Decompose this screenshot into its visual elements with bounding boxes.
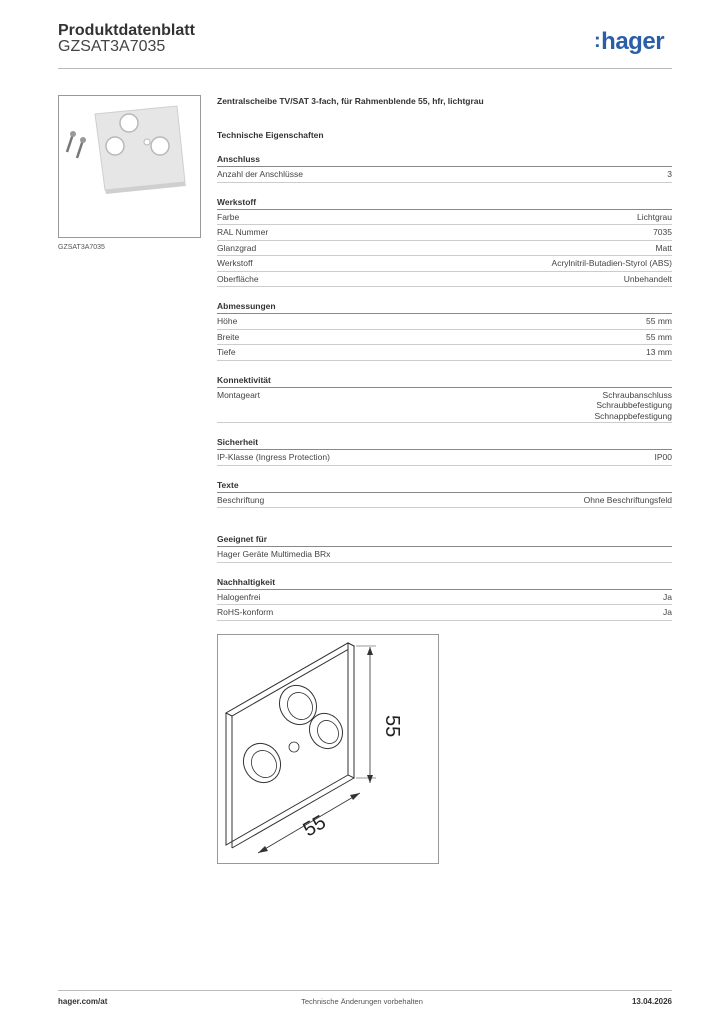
spec-value: Ja <box>663 607 672 617</box>
footer-date: 13.04.2026 <box>631 997 672 1006</box>
footer-divider <box>58 990 672 991</box>
spec-label: Hager Geräte Multimedia BRx <box>217 549 331 559</box>
spec-value: Acrylnitril-Butadien-Styrol (ABS) <box>551 258 672 268</box>
spec-value: Matt <box>655 242 672 253</box>
spec-row <box>217 590 672 606</box>
dimension-width-label: 55 <box>299 811 330 842</box>
spec-value: Schraubbefestigung <box>596 400 672 410</box>
page-title: Produktdatenblatt <box>58 22 195 39</box>
spec-value: 13 mm <box>646 347 672 357</box>
spec-row <box>217 330 672 346</box>
section-anschluss <box>217 154 672 183</box>
spec-row <box>217 241 672 257</box>
section-title: Geeignet für <box>217 534 672 547</box>
product-image <box>58 95 201 238</box>
spec-row <box>217 314 672 330</box>
section-konnektivitaet <box>217 375 672 424</box>
spec-label: RoHS-konform <box>217 607 274 617</box>
spec-value-list <box>594 390 672 422</box>
spec-label: Breite <box>217 331 240 342</box>
dimension-height-label: 55 <box>381 715 403 738</box>
spec-row <box>217 225 672 241</box>
spec-row <box>217 167 672 183</box>
spec-row <box>217 493 672 509</box>
section-geeignet <box>217 534 672 563</box>
logo-dots: : <box>594 30 601 52</box>
hager-logo <box>594 28 664 56</box>
technical-drawing <box>217 634 439 864</box>
section-texte <box>217 480 672 509</box>
spec-label: Oberfläche <box>217 273 259 284</box>
section-sicherheit <box>217 437 672 466</box>
spec-value: Lichtgrau <box>637 211 672 222</box>
spec-value: Ja <box>663 591 672 602</box>
spec-row <box>217 547 672 563</box>
spec-label: IP-Klasse (Ingress Protection) <box>217 452 330 462</box>
tech-properties-title: Technische Eigenschaften <box>217 130 324 140</box>
spec-row <box>217 345 672 361</box>
section-title: Werkstoff <box>217 197 672 210</box>
footer-website-link[interactable]: hager.com/at <box>58 997 108 1006</box>
section-title: Konnektivität <box>217 375 672 388</box>
product-photo-graphic <box>59 96 200 237</box>
product-image-caption: GZSAT3A7035 <box>58 244 105 251</box>
spec-label: Montageart <box>217 389 260 400</box>
section-title: Nachhaltigkeit <box>217 577 672 590</box>
spec-label: RAL Nummer <box>217 227 269 237</box>
product-title: Zentralscheibe TV/SAT 3-fach, für Rahmenblende 55, hfr, lichtgrau <box>217 96 484 106</box>
header-divider <box>58 68 672 69</box>
spec-label: Höhe <box>217 316 238 326</box>
section-title: Sicherheit <box>217 437 672 450</box>
spec-value: IP00 <box>654 452 672 462</box>
section-title: Texte <box>217 480 672 493</box>
dimension-drawing-graphic <box>218 635 438 863</box>
article-number: GZSAT3A7035 <box>58 38 166 55</box>
spec-value: Unbehandelt <box>623 273 672 284</box>
spec-value: Schnappbefestigung <box>594 410 672 421</box>
section-title: Anschluss <box>217 154 672 167</box>
section-title: Abmessungen <box>217 301 672 314</box>
spec-label: Halogenfrei <box>217 591 261 602</box>
spec-row <box>217 388 672 424</box>
spec-row <box>217 605 672 621</box>
spec-row <box>217 272 672 288</box>
section-nachhaltigkeit <box>217 577 672 621</box>
spec-value: Ohne Beschriftungsfeld <box>583 494 672 505</box>
spec-label: Werkstoff <box>217 258 253 268</box>
spec-value: 3 <box>667 169 672 179</box>
spec-label: Tiefe <box>217 347 236 357</box>
spec-label: Glanzgrad <box>217 242 257 253</box>
section-werkstoff <box>217 197 672 288</box>
spec-row <box>217 256 672 272</box>
footer-notice: Technische Änderungen vorbehalten <box>301 997 423 1006</box>
spec-value: 55 mm <box>646 331 672 342</box>
spec-label: Anzahl der Anschlüsse <box>217 169 303 179</box>
spec-row <box>217 210 672 226</box>
section-abmessungen <box>217 301 672 361</box>
spec-value: 7035 <box>653 227 672 237</box>
logo-text: hager <box>601 28 665 55</box>
spec-row <box>217 450 672 466</box>
spec-content <box>217 96 672 647</box>
spec-label: Beschriftung <box>217 494 265 505</box>
spec-value: Schraubanschluss <box>602 389 672 400</box>
spec-label: Farbe <box>217 211 240 222</box>
spec-value: 55 mm <box>646 316 672 326</box>
